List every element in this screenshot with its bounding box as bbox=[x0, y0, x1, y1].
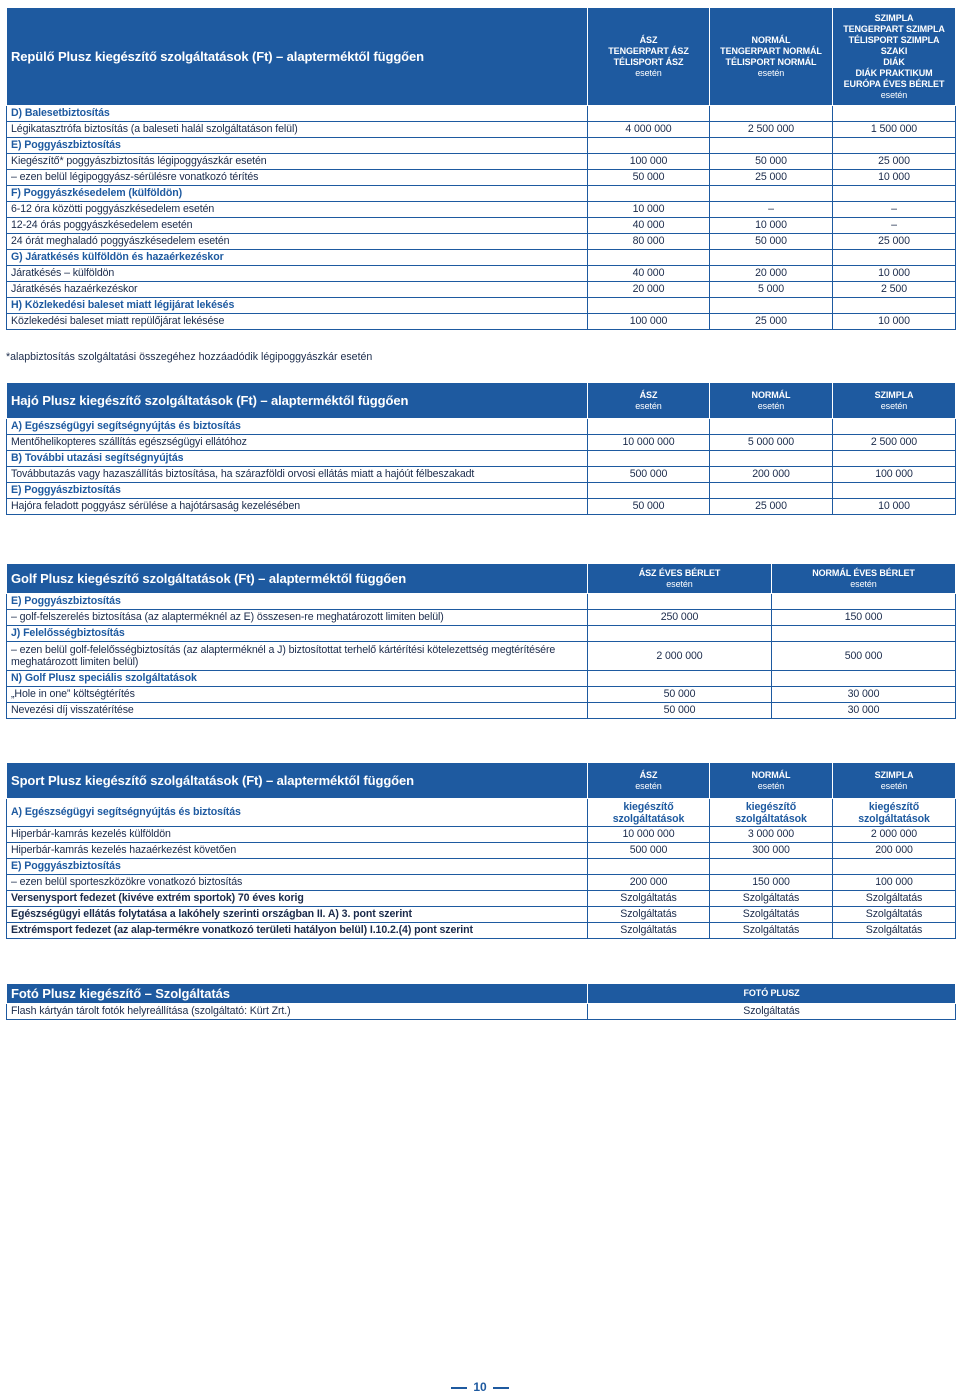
row-label: Versenysport fedezet (kivéve extrém sportok) 70 éves korig bbox=[7, 891, 588, 907]
table-row bbox=[7, 703, 956, 719]
value-cell bbox=[588, 419, 710, 435]
value-cell: 50 000 bbox=[710, 154, 833, 170]
table-row bbox=[7, 282, 956, 298]
column-header-foto-plusz: FOTÓ PLUSZ bbox=[588, 984, 956, 1004]
table-row bbox=[7, 891, 956, 907]
row-label: Járatkésés hazaérkezéskor bbox=[7, 282, 588, 298]
value-cell bbox=[588, 186, 710, 202]
value-cell: 100 000 bbox=[833, 875, 956, 891]
section-heading: E) Poggyászbiztosítás bbox=[7, 594, 588, 610]
table-row bbox=[7, 687, 956, 703]
table-row bbox=[7, 234, 956, 250]
value-cell bbox=[710, 186, 833, 202]
value-cell: 150 000 bbox=[710, 875, 833, 891]
row-label: Hajóra feladott poggyász sérülése a hajótársaság kezelésében bbox=[7, 499, 588, 515]
value-cell bbox=[710, 419, 833, 435]
table-sport-plusz bbox=[6, 762, 956, 939]
value-cell: Szolgáltatás bbox=[833, 891, 956, 907]
table-hajo-plusz bbox=[6, 382, 956, 515]
value-cell: 2 500 000 bbox=[833, 435, 956, 451]
value-cell bbox=[710, 859, 833, 875]
value-cell: 5 000 bbox=[710, 282, 833, 298]
column-header-szimpla: SZIMPLA esetén bbox=[833, 763, 956, 799]
table-row bbox=[7, 435, 956, 451]
column-header-asz: ÁSZ esetén bbox=[588, 763, 710, 799]
value-cell bbox=[710, 451, 833, 467]
row-label: 12-24 órás poggyászkésedelem esetén bbox=[7, 218, 588, 234]
value-cell: 10 000 bbox=[833, 266, 956, 282]
table-row bbox=[7, 266, 956, 282]
section-row bbox=[7, 138, 956, 154]
value-cell bbox=[833, 451, 956, 467]
table-row bbox=[7, 875, 956, 891]
value-cell bbox=[588, 106, 710, 122]
value-cell: 500 000 bbox=[588, 843, 710, 859]
value-cell: 25 000 bbox=[710, 170, 833, 186]
section-heading: H) Közlekedési baleset miatt légijárat lekésés bbox=[7, 298, 588, 314]
value-cell: 250 000 bbox=[588, 610, 772, 626]
value-cell bbox=[710, 483, 833, 499]
value-cell: 50 000 bbox=[588, 703, 772, 719]
value-cell: 500 000 bbox=[588, 467, 710, 483]
section-row bbox=[7, 298, 956, 314]
table-title: Fotó Plusz kiegészítő – Szolgáltatás bbox=[7, 984, 588, 1004]
value-cell: 300 000 bbox=[710, 843, 833, 859]
section-row bbox=[7, 671, 956, 687]
value-cell: 4 000 000 bbox=[588, 122, 710, 138]
value-cell: 20 000 bbox=[588, 282, 710, 298]
value-cell: Szolgáltatás bbox=[588, 923, 710, 939]
row-label: 6-12 óra közötti poggyászkésedelem esetén bbox=[7, 202, 588, 218]
value-cell: 30 000 bbox=[772, 703, 956, 719]
table-row bbox=[7, 202, 956, 218]
row-label: A) Egészségügyi segítségnyújtás és biztosítás bbox=[7, 799, 588, 827]
section-heading: J) Felelősségbiztosítás bbox=[7, 626, 588, 642]
value-cell: Szolgáltatás bbox=[833, 907, 956, 923]
column-header-normal-eves-berlet: NORMÁL ÉVES BÉRLET esetén bbox=[772, 564, 956, 594]
value-cell: Szolgáltatás bbox=[710, 923, 833, 939]
section-row bbox=[7, 106, 956, 122]
value-cell: 40 000 bbox=[588, 218, 710, 234]
table-title: Hajó Plusz kiegészítő szolgáltatások (Ft) – alapterméktől függően bbox=[7, 383, 588, 419]
row-label: Továbbutazás vagy hazaszállítás biztosítása, ha szárazföldi orvosi ellátás miatt a hajóút félbeszakadt bbox=[7, 467, 588, 483]
value-cell: 80 000 bbox=[588, 234, 710, 250]
value-cell: 50 000 bbox=[588, 499, 710, 515]
row-label: 24 órát meghaladó poggyászkésedelem esetén bbox=[7, 234, 588, 250]
table-row bbox=[7, 642, 956, 671]
value-cell bbox=[710, 298, 833, 314]
table-row bbox=[7, 154, 956, 170]
row-label: Hiperbár-kamrás kezelés külföldön bbox=[7, 827, 588, 843]
table-row bbox=[7, 1004, 956, 1020]
value-cell: Szolgáltatás bbox=[588, 891, 710, 907]
section-row bbox=[7, 186, 956, 202]
section-heading: F) Poggyászkésedelem (külföldön) bbox=[7, 186, 588, 202]
column-header-asz: ÁSZ TENGERPART ÁSZ TÉLISPORT ÁSZ esetén bbox=[588, 8, 710, 106]
value-cell: 25 000 bbox=[710, 314, 833, 330]
section-heading: D) Balesetbiztosítás bbox=[7, 106, 588, 122]
value-cell: 25 000 bbox=[710, 499, 833, 515]
column-header-normal: NORMÁL esetén bbox=[710, 763, 833, 799]
value-cell bbox=[833, 859, 956, 875]
row-label: Egészségügyi ellátás folytatása a lakóhely szerinti országban II. A) 3. pont szerint bbox=[7, 907, 588, 923]
value-cell bbox=[588, 138, 710, 154]
value-cell: 50 000 bbox=[710, 234, 833, 250]
table-row bbox=[7, 923, 956, 939]
page-number: 10 bbox=[0, 1380, 960, 1394]
table-row bbox=[7, 843, 956, 859]
table-row bbox=[7, 467, 956, 483]
value-cell: 150 000 bbox=[772, 610, 956, 626]
value-cell: 100 000 bbox=[588, 154, 710, 170]
table-repulo-plusz bbox=[6, 7, 956, 330]
table-title: Sport Plusz kiegészítő szolgáltatások (Ft) – alapterméktől függően bbox=[7, 763, 588, 799]
table-row bbox=[7, 610, 956, 626]
section-row bbox=[7, 859, 956, 875]
value-cell: 2 000 000 bbox=[833, 827, 956, 843]
section-heading: E) Poggyászbiztosítás bbox=[7, 138, 588, 154]
value-cell bbox=[833, 186, 956, 202]
row-label: Hiperbár-kamrás kezelés hazaérkezést követően bbox=[7, 843, 588, 859]
value-cell: 2 500 bbox=[833, 282, 956, 298]
column-header-normal: NORMÁL TENGERPART NORMÁL TÉLISPORT NORMÁL esetén bbox=[710, 8, 833, 106]
value-cell: – bbox=[710, 202, 833, 218]
value-cell: 2 000 000 bbox=[588, 642, 772, 671]
row-label: Közlekedési baleset miatt repülőjárat lekésése bbox=[7, 314, 588, 330]
column-header-asz: ÁSZ esetén bbox=[588, 383, 710, 419]
value-cell: 10 000 bbox=[588, 202, 710, 218]
value-cell: 10 000 000 bbox=[588, 827, 710, 843]
row-label: Flash kártyán tárolt fotók helyreállítása (szolgáltató: Kürt Zrt.) bbox=[7, 1004, 588, 1020]
value-cell: Szolgáltatás bbox=[833, 923, 956, 939]
value-cell: 20 000 bbox=[710, 266, 833, 282]
value-cell: 100 000 bbox=[833, 467, 956, 483]
table-row bbox=[7, 799, 956, 827]
value-cell bbox=[588, 859, 710, 875]
value-cell: 200 000 bbox=[710, 467, 833, 483]
value-cell bbox=[833, 483, 956, 499]
value-cell bbox=[710, 250, 833, 266]
table-title: Golf Plusz kiegészítő szolgáltatások (Ft) – alapterméktől függően bbox=[7, 564, 588, 594]
row-label: – ezen belül sporteszközökre vonatkozó biztosítás bbox=[7, 875, 588, 891]
value-cell bbox=[772, 594, 956, 610]
value-cell bbox=[588, 250, 710, 266]
value-cell: 10 000 bbox=[833, 314, 956, 330]
table-golf-plusz bbox=[6, 563, 956, 719]
section-heading: A) Egészségügyi segítségnyújtás és biztosítás bbox=[7, 419, 588, 435]
section-heading: E) Poggyászbiztosítás bbox=[7, 859, 588, 875]
value-cell bbox=[833, 250, 956, 266]
value-cell: 500 000 bbox=[772, 642, 956, 671]
value-cell: 30 000 bbox=[772, 687, 956, 703]
value-cell bbox=[710, 138, 833, 154]
value-cell bbox=[588, 594, 772, 610]
value-cell: Szolgáltatás bbox=[710, 891, 833, 907]
row-label: Mentőhelikopteres szállítás egészségügyi ellátóhoz bbox=[7, 435, 588, 451]
value-cell: Szolgáltatás bbox=[710, 907, 833, 923]
table-row bbox=[7, 122, 956, 138]
value-cell: 5 000 000 bbox=[710, 435, 833, 451]
column-header-normal: NORMÁL esetén bbox=[710, 383, 833, 419]
value-cell: – bbox=[833, 218, 956, 234]
section-row bbox=[7, 419, 956, 435]
section-row bbox=[7, 626, 956, 642]
value-cell bbox=[833, 106, 956, 122]
section-row bbox=[7, 594, 956, 610]
value-cell bbox=[588, 451, 710, 467]
value-cell: 25 000 bbox=[833, 234, 956, 250]
value-cell: 50 000 bbox=[588, 170, 710, 186]
row-label: – ezen belül golf-felelősségbiztosítás (az alapterméknél a J) biztosítottat terhelő kártérítési kötelezettség megtérítésére meghatározott limiten belül) bbox=[7, 642, 588, 671]
table-foto-plusz bbox=[6, 983, 956, 1020]
row-label: – ezen belül légipoggyász-sérülésre vonatkozó térítés bbox=[7, 170, 588, 186]
column-header-szimpla: SZIMPLA TENGERPART SZIMPLA TÉLISPORT SZIMPLA SZAKI DIÁK DIÁK PRAKTIKUM EURÓPA ÉVES BÉRLET esetén bbox=[833, 8, 956, 106]
table-row bbox=[7, 218, 956, 234]
value-cell: kiegészítő szolgáltatások bbox=[588, 799, 710, 827]
value-cell: 1 500 000 bbox=[833, 122, 956, 138]
value-cell bbox=[833, 419, 956, 435]
section-heading: E) Poggyászbiztosítás bbox=[7, 483, 588, 499]
row-label: „Hole in one” költségtérítés bbox=[7, 687, 588, 703]
row-label: Nevezési díj visszatérítése bbox=[7, 703, 588, 719]
value-cell bbox=[588, 671, 772, 687]
section-row bbox=[7, 483, 956, 499]
value-cell bbox=[588, 626, 772, 642]
value-cell: 200 000 bbox=[588, 875, 710, 891]
value-cell: 10 000 bbox=[710, 218, 833, 234]
row-label: Járatkésés – külföldön bbox=[7, 266, 588, 282]
table-title: Repülő Plusz kiegészítő szolgáltatások (Ft) – alapterméktől függően bbox=[7, 8, 588, 106]
section-heading: B) További utazási segítségnyújtás bbox=[7, 451, 588, 467]
value-cell bbox=[588, 483, 710, 499]
section-heading: N) Golf Plusz speciális szolgáltatások bbox=[7, 671, 588, 687]
value-cell: 3 000 000 bbox=[710, 827, 833, 843]
value-cell: 40 000 bbox=[588, 266, 710, 282]
table-row bbox=[7, 314, 956, 330]
table-row bbox=[7, 499, 956, 515]
footnote: *alapbiztosítás szolgáltatási összegéhez hozzáadódik légipoggyászkár esetén bbox=[6, 351, 373, 363]
row-label: Kiegészítő* poggyászbiztosítás légipoggyászkár esetén bbox=[7, 154, 588, 170]
value-cell: Szolgáltatás bbox=[588, 907, 710, 923]
value-cell: 10 000 000 bbox=[588, 435, 710, 451]
value-cell bbox=[772, 626, 956, 642]
section-heading: G) Járatkésés külföldön és hazaérkezéskor bbox=[7, 250, 588, 266]
section-row bbox=[7, 250, 956, 266]
value-cell: 10 000 bbox=[833, 499, 956, 515]
column-header-asz-eves-berlet: ÁSZ ÉVES BÉRLET esetén bbox=[588, 564, 772, 594]
section-row bbox=[7, 451, 956, 467]
value-cell bbox=[710, 106, 833, 122]
value-cell: kiegészítő szolgáltatások bbox=[833, 799, 956, 827]
row-label: – golf-felszerelés biztosítása (az alapterméknél az E) összesen-re meghatározott limiten belül) bbox=[7, 610, 588, 626]
value-cell bbox=[833, 138, 956, 154]
row-label: Légikatasztrófa biztosítás (a baleseti halál szolgáltatáson felül) bbox=[7, 122, 588, 138]
row-label: Extrémsport fedezet (az alap-termékre vonatkozó területi hatályon belül) I.10.2.(4) pont szerint bbox=[7, 923, 588, 939]
page-number-dash bbox=[451, 1387, 467, 1389]
column-header-szimpla: SZIMPLA esetén bbox=[833, 383, 956, 419]
value-cell: 25 000 bbox=[833, 154, 956, 170]
table-row bbox=[7, 827, 956, 843]
page-number-dash bbox=[493, 1387, 509, 1389]
value-cell bbox=[588, 298, 710, 314]
value-cell: 100 000 bbox=[588, 314, 710, 330]
table-row bbox=[7, 170, 956, 186]
value-cell: kiegészítő szolgáltatások bbox=[710, 799, 833, 827]
table-row bbox=[7, 907, 956, 923]
value-cell: 2 500 000 bbox=[710, 122, 833, 138]
value-cell: 50 000 bbox=[588, 687, 772, 703]
value-cell: Szolgáltatás bbox=[588, 1004, 956, 1020]
value-cell: – bbox=[833, 202, 956, 218]
value-cell: 10 000 bbox=[833, 170, 956, 186]
value-cell bbox=[772, 671, 956, 687]
value-cell: 200 000 bbox=[833, 843, 956, 859]
value-cell bbox=[833, 298, 956, 314]
